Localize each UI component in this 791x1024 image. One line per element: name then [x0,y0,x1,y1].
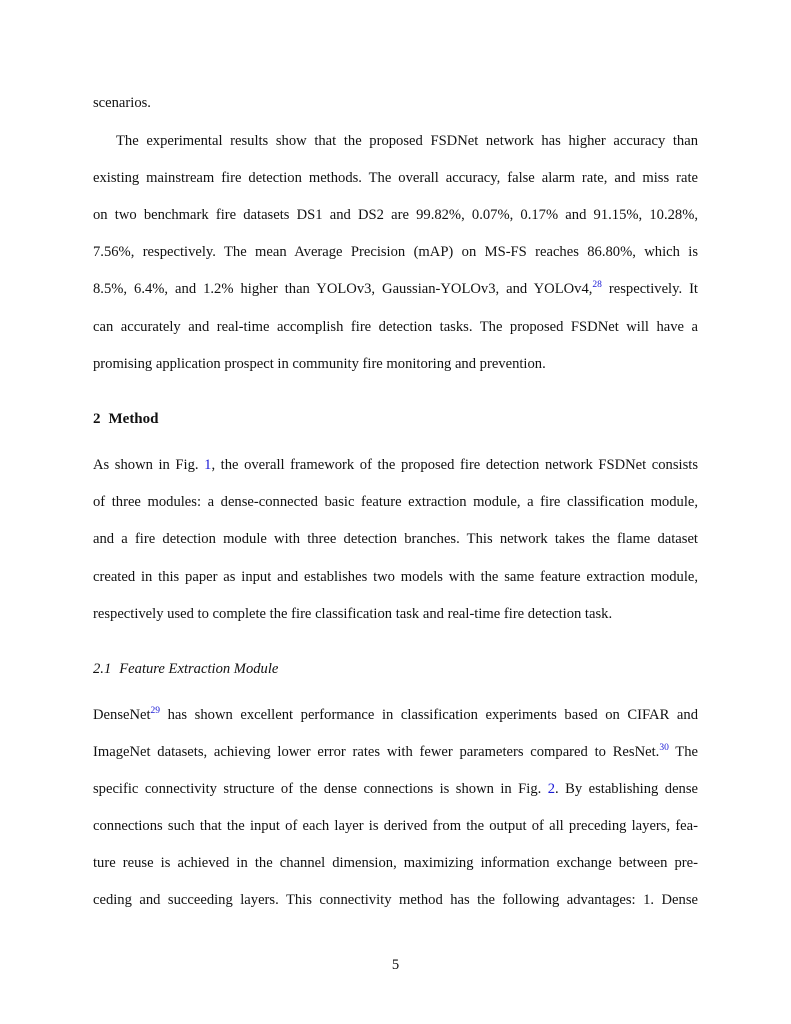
text-line [93,456,698,474]
text-line: can accurately and real-time accomplish fire detection tasks. The proposed FSDNet will have a [93,319,698,335]
text-line [93,780,698,798]
text-line [93,280,698,298]
subsection-heading [93,660,278,678]
paper-page [93,0,698,1024]
text-line: 7.56%, respectively. The mean Average Precision (mAP) on MS-FS reaches 86.80%, which is [93,244,698,260]
text-line: scenarios. [93,95,151,111]
text-segment: 8.5%, 6.4%, and 1.2% higher than YOLOv3, Gaussian-YOLOv3, and YOLOv4, [93,281,593,297]
subsection-title: Feature Extraction Module [119,661,279,677]
text-line: ture reuse is achieved in the channel dimension, maximizing information exchange between pre- [93,855,698,871]
citation-link[interactable]: 30 [659,743,669,753]
text-segment: . By establishing dense [555,781,699,797]
page-number: 5 [391,957,400,973]
section-title: Method [108,411,159,427]
text-segment: specific connectivity structure of the dense connections is shown in Fig. [93,781,548,797]
citation-link[interactable]: 28 [592,280,602,290]
text-line: ceding and succeeding layers. This connectivity method has the following advantages: 1. Dense [93,892,698,908]
text-line: and a fire detection module with three detection branches. This network takes the flame dataset [93,531,698,547]
text-segment: , the overall framework of the proposed fire detection network FSDNet consists [211,457,698,473]
text-line: respectively used to complete the fire classification task and real-time fire detection task. [93,606,613,622]
text-segment: DenseNet [93,707,151,723]
text-line: of three modules: a dense-connected basic feature extraction module, a fire classification module, [93,494,698,510]
subsection-number: 2.1 [93,661,112,677]
text-segment: respectively. It [601,281,698,297]
figure-link[interactable]: 1 [204,457,212,473]
section-heading [93,410,159,428]
text-line: on two benchmark fire datasets DS1 and DS2 are 99.82%, 0.07%, 0.17% and 91.15%, 10.28%, [93,207,698,223]
text-line: promising application prospect in community fire monitoring and prevention. [93,356,546,372]
text-line: The experimental results show that the proposed FSDNet network has higher accuracy than [116,133,698,149]
text-line [93,743,698,761]
text-line [93,706,698,724]
section-number: 2 [93,411,101,427]
text-segment: has shown excellent performance in classification experiments based on CIFAR and [160,707,698,723]
text-line: connections such that the input of each layer is derived from the output of all preceding layers, fea- [93,818,698,834]
text-segment: The [668,744,699,760]
text-segment: As shown in Fig. [93,457,205,473]
figure-link[interactable]: 2 [547,781,556,797]
text-segment: ImageNet datasets, achieving lower error rates with fewer parameters compared to ResNet. [93,744,660,760]
citation-link[interactable]: 29 [150,706,161,716]
text-line: existing mainstream fire detection methods. The overall accuracy, false alarm rate, and miss rate [93,170,698,186]
text-line: created in this paper as input and establishes two models with the same feature extraction module, [93,569,698,585]
